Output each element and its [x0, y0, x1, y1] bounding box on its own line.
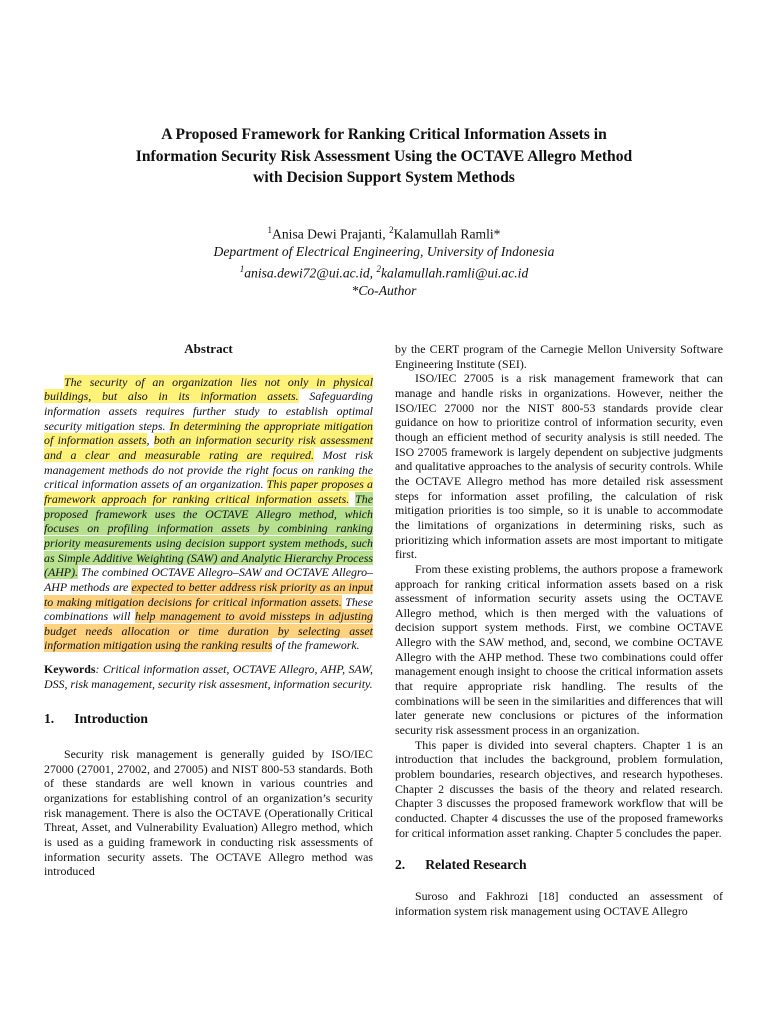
section-number: 1.	[44, 711, 55, 727]
author-affil-mark: 2	[389, 225, 394, 235]
author-affil-mark: 1	[267, 225, 273, 235]
highlighted-text: This paper proposes a framework approach for ranking critical information assets.	[44, 477, 373, 506]
section-heading-introduction	[44, 712, 373, 727]
section-heading-related-research	[395, 858, 723, 873]
related-paragraph: Suroso and Fakhrozi [18] conducted an assessment of information system risk management using OCTAVE Allegro	[395, 888, 723, 918]
author-email: anisa.dewi72@ui.ac.id,	[244, 265, 377, 281]
body-paragraph: ISO/IEC 27005 is a risk management framework that can manage and handle risks in organizations. However, neither the ISO/IEC 27000 nor the NIST 800-53 standards provide clear guidance on how to prioritize control of information security, even though an efficient method of security analysis is still needed. The ISO 27005 framework is largely dependent on subjective judgments and qualitative approaches to the analysis of security controls. While the OCTAVE Allegro method has more detailed risk assessment steps for information asset profiling, the calculation of risk mitigation priorities is too simple, so it is unable to accommodate the limitations of organizations in determining risks, such as prioritizing which information assets are most important to mitigate first.	[395, 371, 723, 562]
author-emails	[60, 261, 708, 282]
abstract-text: Most risk management methods do not provide the right focus on ranking the critical information assets of an organization.	[44, 447, 373, 492]
left-column	[44, 342, 373, 879]
abstract-text: The combined OCTAVE Allegro–SAW and OCTAVE Allegro–AHP methods are	[44, 565, 373, 594]
highlighted-text: The security of an organization lies not only in physical buildings, but also in its information assets.	[44, 374, 373, 404]
section-number: 2.	[395, 857, 406, 873]
title-line: A Proposed Framework for Ranking Critical Information Assets in	[161, 126, 607, 143]
title-line: Information Security Risk Assessment Using the OCTAVE Allegro Method	[135, 147, 633, 165]
intro-paragraph: Security risk management is generally guided by ISO/IEC 27000 (27001, 27002, and 27005) and NIST 800-53 standards. Both of these standards are well known in various countries and organizations for establishing control of an organization’s security risk management. There is also the OCTAVE (Operationally Critical Threat, Asset, and Vulnerability Evaluation) Allegro method, which is used as a guiding framework in conducting risk assessments of information security assets. The OCTAVE Allegro method was introduced	[44, 747, 373, 879]
paper-title	[60, 124, 708, 189]
author-block	[60, 222, 708, 299]
body-paragraph: This paper is divided into several chapters. Chapter 1 is an introduction that includes the background, problem formulation, problem boundaries, research objectives, and research hypotheses. Chapter 2 discusses the basis of the theory and related research. Chapter 3 discusses the proposed framework workflow that will be conducted. Chapter 4 discusses the use of the proposed frameworks for critical information asset ranking. Chapter 5 concludes the paper.	[395, 737, 723, 840]
section-title: Related Research	[425, 857, 527, 873]
affiliation: Department of Electrical Engineering, University of Indonesia	[213, 244, 555, 260]
abstract-heading: Abstract	[184, 341, 233, 356]
body-paragraph: From these existing problems, the authors propose a framework approach for ranking critical information assets based on a risk assessment of information security assets using the OCTAVE Allegro method, which is then merged with the valuations of decision support system methods. First, we combine OCTAVE Allegro with the SAW method, and, second, we combine OCTAVE Allegro with the AHP method. These two combinations could offer management enough insight to choose the critical information assets that require appropriate risk handling. The results of the combinations will be seen in the similarities and differences that will later generate new conclusions or pictures of the information security risk assessment process in an organization.	[395, 561, 723, 738]
keywords-label: Keywords	[44, 662, 96, 677]
abstract-text: These combinations will	[44, 594, 373, 624]
author-name: Anisa Dewi Prajanti,	[272, 226, 390, 242]
abstract-text: ,	[146, 433, 154, 448]
co-author-note: *Co-Author	[351, 282, 417, 298]
body-paragraph: by the CERT program of the Carnegie Mellon University Software Engineering Institute (SEI).	[395, 342, 723, 371]
highlighted-text: The proposed framework uses the OCTAVE Allegro method, which focuses on profiling information assets by combining ranking priority measurements using decision support system methods, such as Simple Additive Weighting (SAW) and Analytic Hierarchy Process (AHP).	[44, 491, 373, 580]
keywords	[44, 662, 373, 691]
section-title: Introduction	[74, 711, 148, 727]
title-line: with Decision Support System Methods	[253, 169, 515, 186]
highlighted-text: expected to better address risk priority as an input to making mitigation decisions for critical information assets.	[44, 579, 373, 609]
keywords-text: : Critical information asset, OCTAVE Allegro, AHP, SAW, DSS, risk management, security risk assesment, information security.	[44, 662, 373, 691]
abstract-text: of the framework.	[272, 638, 360, 653]
email-affil-mark: 2	[376, 263, 381, 274]
author-name: Kalamullah Ramli*	[393, 226, 501, 242]
email-affil-mark: 1	[239, 263, 245, 274]
author-email: kalamullah.ramli@ui.ac.id	[380, 265, 529, 281]
author-names	[60, 222, 708, 243]
abstract-text: Safeguarding information assets requires further study to establish optimal security mitigation steps.	[44, 389, 374, 433]
abstract-body	[44, 375, 373, 653]
highlighted-text: In determining the appropriate mitigation of information assets	[44, 418, 373, 448]
right-column	[395, 342, 723, 918]
highlighted-text: both an information security risk assessment and a clear and measurable rating are required.	[44, 433, 373, 462]
highlighted-text: help management to avoid missteps in adjusting budget needs allocation or time duration by selecting asset information mitigation using the ranking results	[44, 609, 373, 653]
